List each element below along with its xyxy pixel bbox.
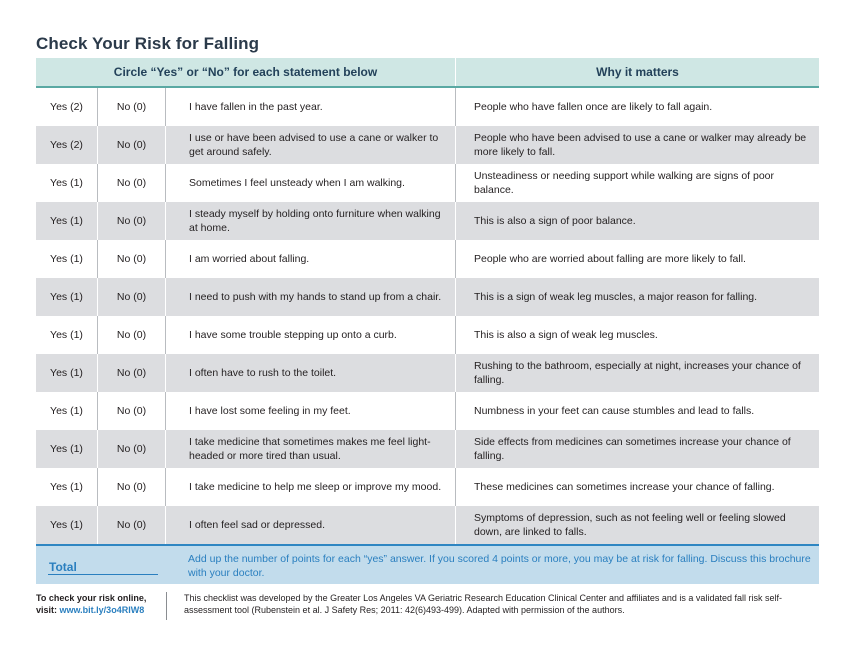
yes-option[interactable]: Yes (1) <box>36 392 98 430</box>
why-it-matters: People who have fallen once are likely to fall again. <box>474 101 713 113</box>
table-row <box>36 506 819 544</box>
no-option[interactable]: No (0) <box>98 240 166 278</box>
table-row <box>36 202 819 240</box>
why-it-matters: People who have been advised to use a cane or walker may already be more likely to fall. <box>474 132 807 158</box>
why-it-matters: Side effects from medicines can sometimes increase your chance of falling. <box>474 436 791 462</box>
no-option[interactable]: No (0) <box>98 202 166 240</box>
table-body <box>36 88 819 544</box>
why-it-matters: These medicines can sometimes increase your chance of falling. <box>474 481 775 493</box>
statement: I steady myself by holding onto furniture when walking at home. <box>166 202 456 240</box>
yes-option[interactable]: Yes (1) <box>36 468 98 506</box>
statement: I often have to rush to the toilet. <box>166 354 456 392</box>
statement: I have fallen in the past year. <box>166 88 456 126</box>
statement: I am worried about falling. <box>166 240 456 278</box>
why-it-matters: People who are worried about falling are more likely to fall. <box>474 253 746 265</box>
table-row <box>36 126 819 164</box>
header-instruction: Circle “Yes” or “No” for each statement below <box>36 58 456 86</box>
yes-option[interactable]: Yes (1) <box>36 316 98 354</box>
statement: I have lost some feeling in my feet. <box>166 392 456 430</box>
table-row <box>36 88 819 126</box>
table-row <box>36 468 819 506</box>
statement: I have some trouble stepping up onto a curb. <box>166 316 456 354</box>
no-option[interactable]: No (0) <box>98 468 166 506</box>
no-option[interactable]: No (0) <box>98 88 166 126</box>
table-row <box>36 430 819 468</box>
total-write-in-line[interactable] <box>48 574 158 575</box>
yes-option[interactable]: Yes (1) <box>36 430 98 468</box>
no-option[interactable]: No (0) <box>98 392 166 430</box>
yes-option[interactable]: Yes (2) <box>36 88 98 126</box>
footer-link[interactable]: www.bit.ly/3o4RIW8 <box>59 605 145 615</box>
yes-option[interactable]: Yes (1) <box>36 164 98 202</box>
footer-online-text: To check your risk online, visit: <box>36 593 147 615</box>
yes-option[interactable]: Yes (1) <box>36 202 98 240</box>
table-header <box>36 58 819 88</box>
table-row <box>36 278 819 316</box>
table-row <box>36 354 819 392</box>
header-why-it-matters: Why it matters <box>596 65 679 79</box>
footer-online-check <box>36 592 167 620</box>
no-option[interactable]: No (0) <box>98 164 166 202</box>
statement: I often feel sad or depressed. <box>166 506 456 544</box>
statement: Sometimes I feel unsteady when I am walking. <box>166 164 456 202</box>
footer <box>36 592 819 620</box>
risk-checklist-table <box>36 58 819 584</box>
yes-option[interactable]: Yes (1) <box>36 354 98 392</box>
no-option[interactable]: No (0) <box>98 354 166 392</box>
table-row <box>36 164 819 202</box>
why-it-matters: This is also a sign of weak leg muscles. <box>474 329 658 341</box>
footer-credit: This checklist was developed by the Greater Los Angeles VA Geriatric Research Education Clinical Center and affiliates and is a validated fall risk self-assessment tool (Rubenstein et al. J Safety Res; 2011: 42(6)493-499). Adapted with permission of the authors. <box>184 593 782 615</box>
yes-option[interactable]: Yes (2) <box>36 126 98 164</box>
table-row <box>36 316 819 354</box>
why-it-matters: This is a sign of weak leg muscles, a major reason for falling. <box>474 291 758 303</box>
yes-option[interactable]: Yes (1) <box>36 278 98 316</box>
no-option[interactable]: No (0) <box>98 278 166 316</box>
why-it-matters: Unsteadiness or needing support while walking are signs of poor balance. <box>474 170 775 196</box>
table-row <box>36 240 819 278</box>
page-title: Check Your Risk for Falling <box>36 34 260 53</box>
why-it-matters: Rushing to the bathroom, especially at night, increases your chance of falling. <box>474 360 801 386</box>
no-option[interactable]: No (0) <box>98 506 166 544</box>
table-row <box>36 392 819 430</box>
why-it-matters: This is also a sign of poor balance. <box>474 215 636 227</box>
total-label-cell <box>36 546 166 584</box>
total-instructions: Add up the number of points for each “yes” answer. If you scored 4 points or more, you may be at risk for falling. Discuss this brochure with your doctor. <box>188 553 811 579</box>
total-label: Total <box>49 560 77 574</box>
yes-option[interactable]: Yes (1) <box>36 506 98 544</box>
total-row <box>36 544 819 584</box>
why-it-matters: Symptoms of depression, such as not feeling well or feeling slowed down, are linked to falls. <box>474 512 786 538</box>
why-it-matters: Numbness in your feet can cause stumbles and lead to falls. <box>474 405 755 417</box>
statement: I take medicine to help me sleep or improve my mood. <box>166 468 456 506</box>
statement: I take medicine that sometimes makes me feel light-headed or more tired than usual. <box>166 430 456 468</box>
yes-option[interactable]: Yes (1) <box>36 240 98 278</box>
no-option[interactable]: No (0) <box>98 430 166 468</box>
no-option[interactable]: No (0) <box>98 316 166 354</box>
statement: I need to push with my hands to stand up from a chair. <box>166 278 456 316</box>
statement: I use or have been advised to use a cane or walker to get around safely. <box>166 126 456 164</box>
no-option[interactable]: No (0) <box>98 126 166 164</box>
